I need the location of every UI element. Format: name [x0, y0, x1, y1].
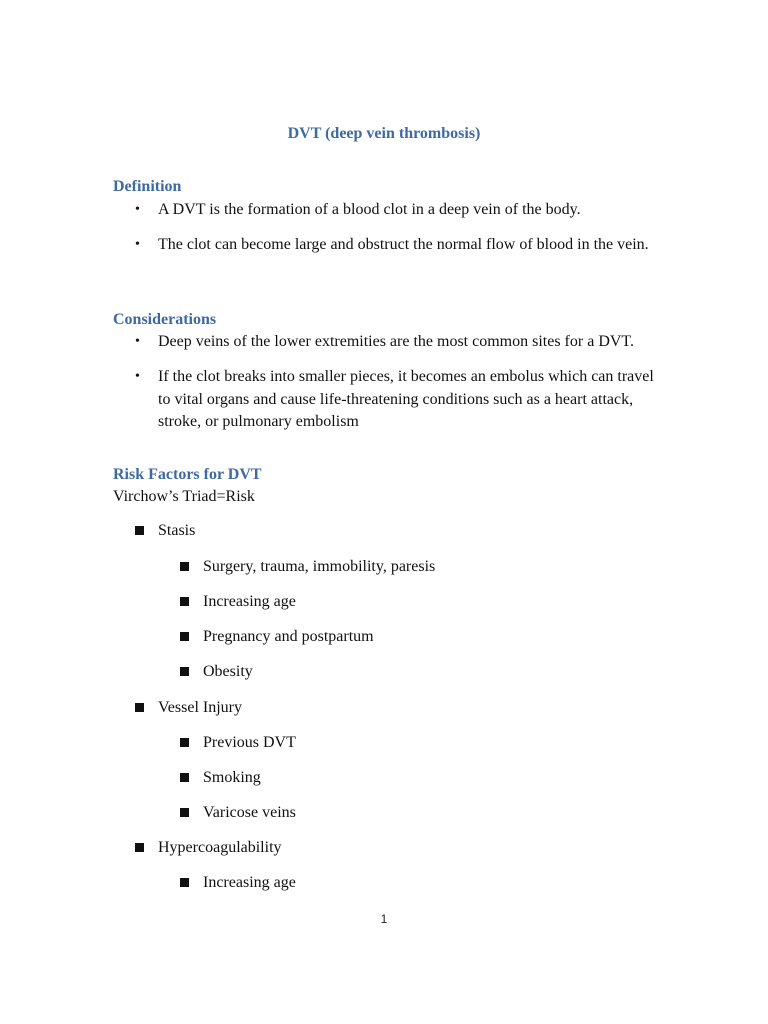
risk-item: Obesity: [203, 663, 253, 680]
risk-item: Smoking: [203, 769, 261, 786]
square-bullet-icon: [180, 597, 189, 606]
square-bullet-icon: [180, 738, 189, 747]
risk-group-hypercoagulability: [135, 838, 282, 858]
bullet-icon: •: [135, 369, 140, 384]
list-item: [180, 662, 253, 682]
list-item: [180, 873, 296, 893]
risk-item: Surgery, trauma, immobility, paresis: [203, 558, 436, 575]
risk-factors-subtitle: Virchow’s Triad=Risk: [113, 488, 255, 505]
risk-group-label: Hypercoagulability: [158, 839, 282, 856]
risk-group-label: Vessel Injury: [158, 699, 242, 716]
bullet-icon: •: [135, 334, 140, 349]
list-item: [180, 627, 374, 647]
definition-heading: Definition: [113, 178, 182, 195]
page-number: 1: [380, 912, 388, 926]
risk-item: Varicose veins: [203, 804, 296, 821]
list-item: [135, 199, 655, 222]
risk-factors-heading: Risk Factors for DVT: [113, 466, 262, 483]
risk-item: Pregnancy and postpartum: [203, 628, 374, 645]
list-item: [180, 768, 261, 788]
square-bullet-icon: [135, 843, 144, 852]
risk-group-stasis: [135, 521, 195, 541]
square-bullet-icon: [180, 632, 189, 641]
bullet-icon: •: [135, 202, 140, 217]
square-bullet-icon: [180, 667, 189, 676]
list-item: [180, 803, 296, 823]
list-item: [135, 234, 655, 257]
risk-group-vessel-injury: [135, 698, 242, 718]
list-item: [180, 592, 296, 612]
bullet-icon: •: [135, 237, 140, 252]
list-item: [135, 366, 655, 434]
definition-bullet-1: A DVT is the formation of a blood clot in a deep vein of the body.: [158, 201, 581, 218]
list-item: [180, 557, 435, 577]
considerations-bullet-2: If the clot breaks into smaller pieces, it becomes an embolus which can travel to vital organs and cause life-threatening conditions such as a heart attack, stroke, or pulmonary embolism: [158, 368, 654, 430]
risk-item: Increasing age: [203, 593, 296, 610]
risk-item: Increasing age: [203, 874, 296, 891]
square-bullet-icon: [135, 526, 144, 535]
square-bullet-icon: [180, 773, 189, 782]
square-bullet-icon: [180, 562, 189, 571]
square-bullet-icon: [180, 878, 189, 887]
square-bullet-icon: [180, 808, 189, 817]
risk-group-label: Stasis: [158, 522, 196, 539]
list-item: [180, 733, 296, 753]
risk-item: Previous DVT: [203, 734, 296, 751]
considerations-heading: Considerations: [113, 311, 217, 328]
definition-bullet-2: The clot can become large and obstruct the normal flow of blood in the vein.: [158, 236, 649, 253]
document-title: DVT (deep vein thrombosis): [287, 125, 481, 142]
list-item: [135, 331, 655, 354]
considerations-bullet-1: Deep veins of the lower extremities are the most common sites for a DVT.: [158, 333, 635, 350]
square-bullet-icon: [135, 703, 144, 712]
